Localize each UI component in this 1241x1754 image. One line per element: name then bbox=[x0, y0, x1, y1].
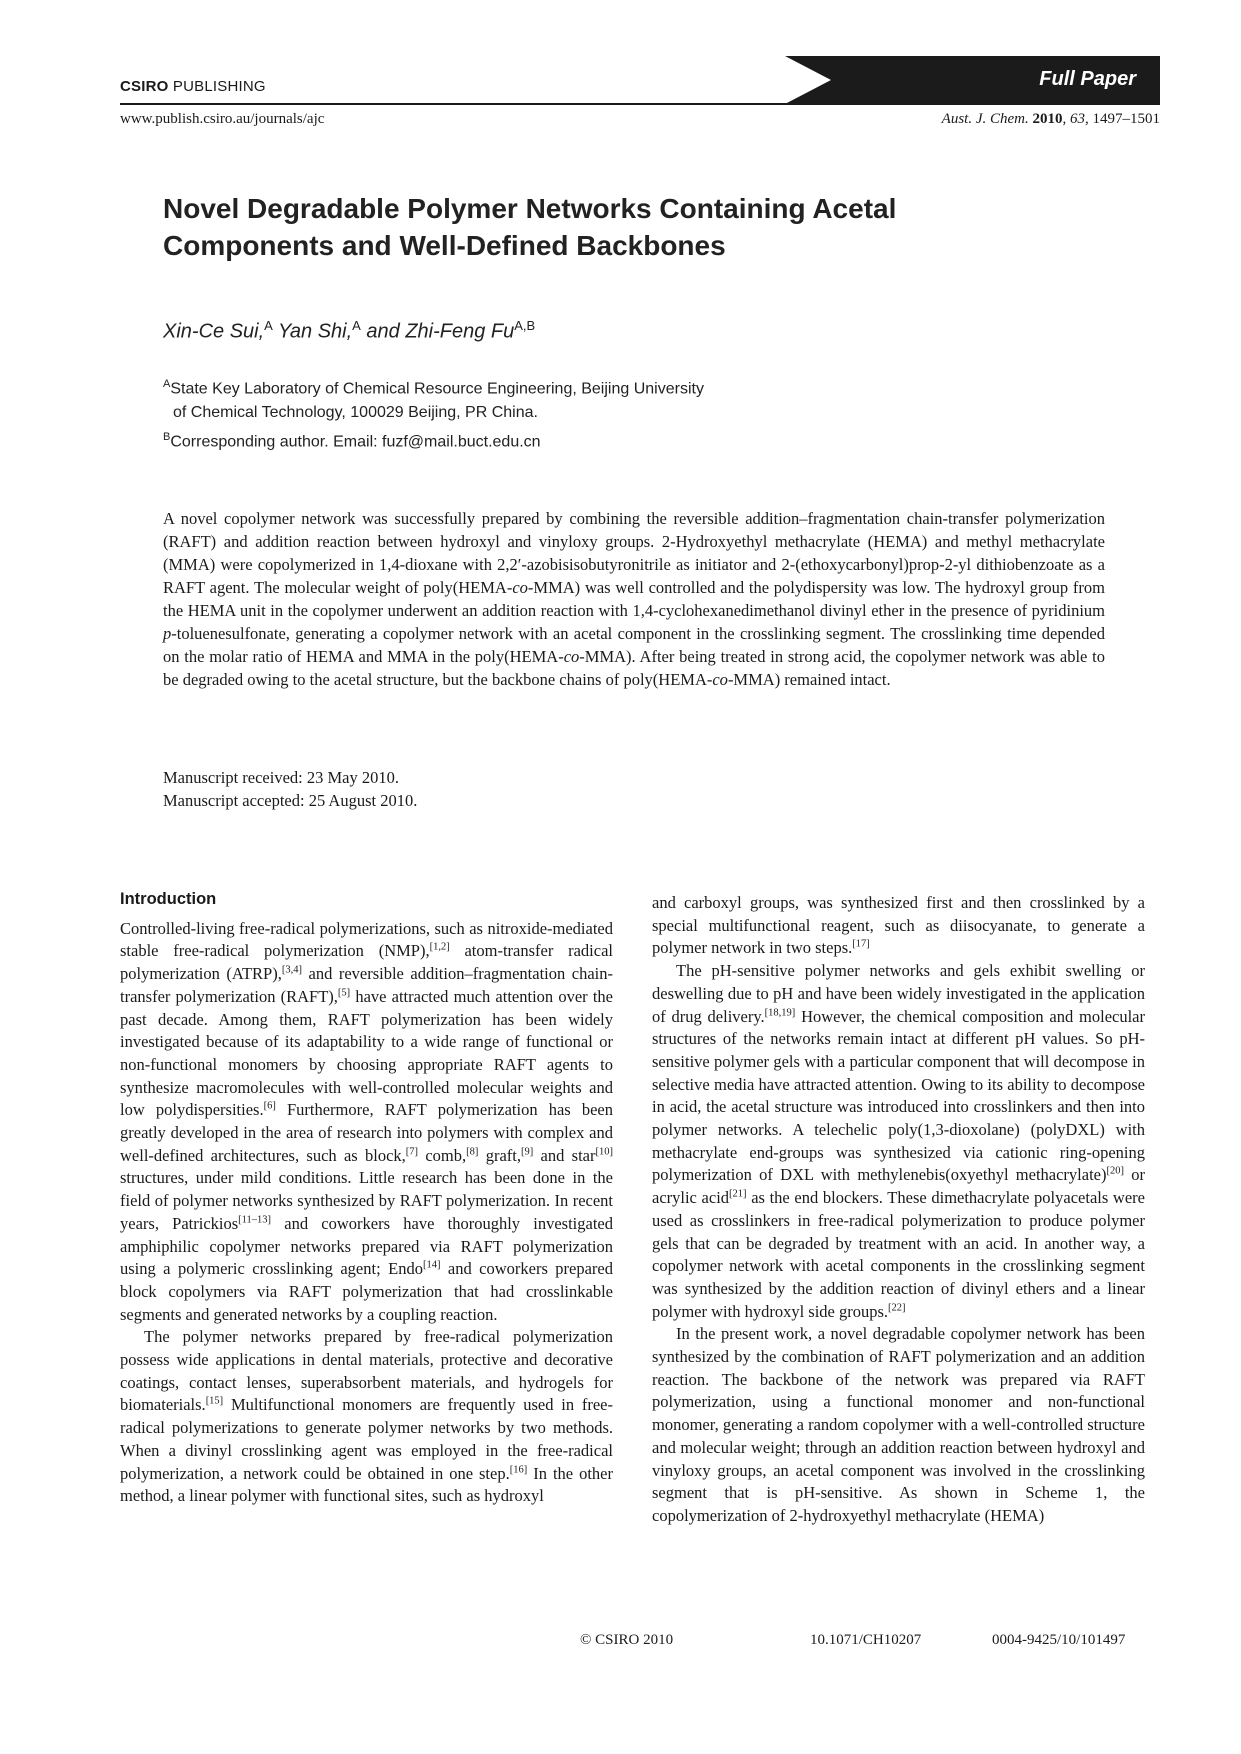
affiliations: $^A$State Key Laboratory of Chemical Resource Engineering, Beijing University of Chemical Technology, 100029 Beijing, PR China. $^B$Corresponding author. Email: fuzf@mail.buct.edu.cn bbox=[163, 378, 704, 451]
author-list: Xin-Ce Sui,$^A$ Yan Shi,$^A$ and Zhi-Feng $Fu^{A,B}$ bbox=[163, 318, 536, 343]
author: Xin-Ce Sui, bbox=[163, 320, 265, 343]
received-date: Manuscript received: 23 May 2010. bbox=[163, 768, 399, 787]
doi[interactable]: 10.1071/CH10207 bbox=[810, 1632, 922, 1648]
publisher-name: CSIRO PUBLISHING bbox=[120, 78, 266, 95]
copyright: © CSIRO 2010 bbox=[580, 1632, 674, 1648]
article-type-label: Full Paper bbox=[1039, 68, 1136, 90]
author: Yan Shi, bbox=[278, 320, 353, 343]
paragraph: The polymer networks prepared by free-radical polymerization possess wide applications in dental materials, protective and decorative coatings, contact lenses, superabsorbent materials, and hydrogels for biomaterials.[15] Multifunctional monomers are frequently used in free-radical polymerizations to generate polymer networks by two methods. When a divinyl crosslinking agent was employed in the free-radical polymerization, a network could be obtained in one step.[16] In the other method, a linear polymer with functional sites, such as hydroxyl bbox=[120, 1327, 614, 1506]
body-column-left bbox=[120, 888, 613, 1508]
article-title: Novel Degradable Polymer Networks Containing Acetal Components and Well-Defined Backbones bbox=[163, 193, 897, 261]
author: and Zhi-Feng Fu bbox=[366, 320, 515, 343]
manuscript-dates bbox=[163, 766, 417, 812]
abstract: A novel copolymer network was successfully prepared by combining the reversible addition–fragmentation chain-transfer polymerization (RAFT) and addition reaction between hydroxyl and vinyloxy groups. 2-Hydroxyethyl methacrylate (HEMA) and methyl methacrylate (MMA) were copolymerized in 1,4-dioxane with 2,2′-azobisisobutyronitrile as initiator and 2-(ethoxycarbonyl)prop-2-yl dithiobenzoate as a RAFT agent. The molecular weight of poly(HEMA-co-MMA) was well controlled and the polydispersity was low. The hydroxyl group from the HEMA unit in the copolymer underwent an addition reaction with 1,4-cyclohexanedimethanol divinyl ether in the presence of pyridinium p-toluenesulfonate, generating a copolymer network with an acetal component in the crosslinking segment. The crosslinking time depended on the molar ratio of HEMA and MMA in the poly(HEMA-co-MMA). After being treated in strong acid, the copolymer network was able to be degraded owing to the acetal structure, but the backbone chains of poly(HEMA-co-MMA) remained intact. bbox=[163, 509, 1105, 689]
journal-url[interactable]: www.publish.csiro.au/journals/ajc bbox=[120, 111, 325, 127]
paragraph: Controlled-living free-radical polymerizations, such as nitroxide-mediated stable free-radical polymerization (NMP),[1,2] atom-transfer radical polymerization (ATRP),[3,4] and reversible addition–fragmentation chain-transfer polymerization (RAFT),[5] have attracted much attention over the past decade. Among them, RAFT polymerization has been widely investigated because of its adaptability to a wide range of functional or non-functional monomers by choosing appropriate RAFT agents to synthesize macromolecules with well-controlled molecular weights and low polydispersities.[6] Furthermore, RAFT polymerization has been greatly developed in the area of research into polymers with complex and well-defined architectures, such as block,[7] comb,[8] graft,[9] and star[10] structures, under mild conditions. Little research has been done in the field of polymer networks synthesized by RAFT polymerization. In recent years, Patrickios[11–13] and coworkers have thoroughly investigated amphiphilic copolymer networks prepared via RAFT polymerization using a polymeric crosslinking agent; Endo[14] and coworkers prepared block copolymers via RAFT polymerization that had crosslinkable segments and generated networks by a coupling reaction. bbox=[120, 918, 614, 1324]
corresponding-author: Corresponding author. Email: fuzf@mail.buct.edu.cn bbox=[170, 433, 541, 451]
paragraph: The pH-sensitive polymer networks and gels exhibit swelling or deswelling due to pH and have been widely investigated in the application of drug delivery.[18,19] However, the chemical composition and molecular structures of the networks remain intact at different pH values. So pH-sensitive polymer gels with a particular component that will decompose in selective media have attracted attention. Owing to its ability to decompose in acid, the acetal structure was introduced into crosslinkers and then into polymer networks. A telechelic poly(1,3-dioxolane) (polyDXL) with methacrylate end-groups was synthesized via cationic ring-opening polymerization of DXL with methylenebis(oxyethyl methacrylate)[20] or acrylic acid[21] as the end blockers. These dimethacrylate polyacetals were used as crosslinkers in free-radical polymerization to produce polymer gels that can be degraded by treatment with an acid. In another way, a copolymer network with acetal components in the crosslinking segment was synthesized by the addition reaction of divinyl ethers and a linear polymer with hydroxyl side groups.[22] bbox=[652, 961, 1146, 1321]
paragraph: In the present work, a novel degradable copolymer network has been synthesized by the combination of RAFT polymerization and an addition reaction. The backbone of the network was prepared via RAFT polymerization, using a functional monomer and non-functional monomer, generating a random copolymer with a well-controlled structure and molecular weight; through an addition reaction between hydroxyl and vinyloxy groups, an acetal component was involved in the crosslinking segment that is pH-sensitive. As shown in Scheme 1, the copolymerization of 2-hydroxyethyl methacrylate (HEMA) bbox=[652, 1324, 1145, 1525]
issn: 0004-9425/10/101497 bbox=[992, 1632, 1126, 1648]
article-type-banner bbox=[785, 56, 1160, 104]
citation: Aust. J. Chem. 2010, 63, 1497–1501 bbox=[941, 111, 1160, 127]
header-rule bbox=[120, 103, 1160, 105]
section-heading-introduction: Introduction bbox=[120, 890, 217, 908]
body-column-right bbox=[652, 892, 1145, 1528]
accepted-date: Manuscript accepted: 25 August 2010. bbox=[163, 791, 418, 810]
journal-header bbox=[120, 56, 1160, 106]
paragraph: and carboxyl groups, was synthesized first and then crosslinked by a special multifunctional reagent, such as diisocyanate, to generate a polymer network in two steps.[17] bbox=[652, 893, 1145, 958]
banner-notch bbox=[785, 56, 831, 104]
